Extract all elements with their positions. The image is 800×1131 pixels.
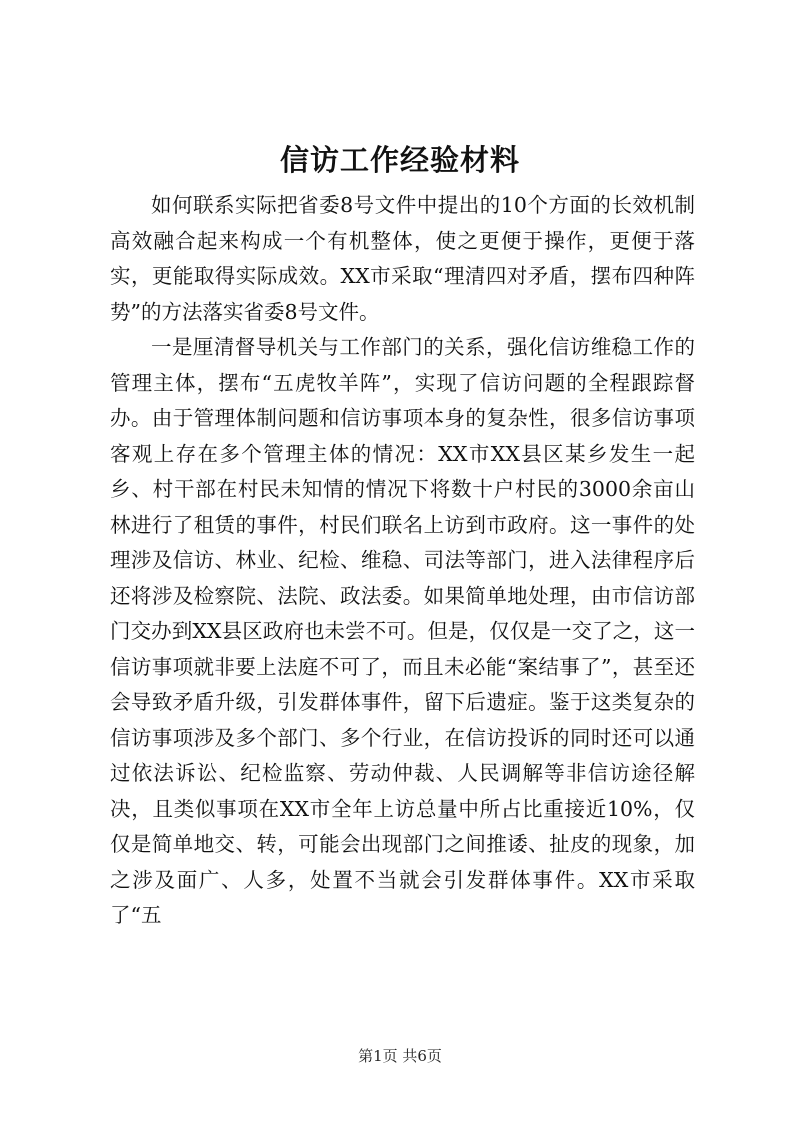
page-number-footer: 第1页 共6页 (358, 1047, 442, 1065)
paragraph-point-one: 一是厘清督导机关与工作部门的关系，强化信访维稳工作的管理主体，摆布“五虎牧羊阵”，实现了信访问题的全程跟踪督办。由于管理体制问题和信访事项本身的复杂性，很多信访事项客观上存在多个管理主体的情况：XX市XX县区某乡发生一起乡、村干部在村民未知情的情况下将数十户村民的3000余亩山林进行了租赁的事件，村民们联名上访到市政府。这一事件的处理涉及信访、林业、纪检、维稳、司法等部门，进入法律程序后还将涉及检察院、法院、政法委。如果简单地处理，由市信访部门交办到XX县区政府也未尝不可。但是，仅仅是一交了之，这一信访事项就非要上法庭不可了，而且未必能“案结事了”，甚至还会导致矛盾升级，引发群体事件，留下后遗症。鉴于这类复杂的信访事项涉及多个部门、多个行业，在信访投诉的同时还可以通过依法诉讼、纪检监察、劳动仲裁、人民调解等非信访途径解决，且类似事项在XX市全年上访总量中所占比重接近10%，仅仅是简单地交、转，可能会出现部门之间推诿、扯皮的现象，加之涉及面广、人多，处置不当就会引发群体事件。XX市采取了“五 (110, 335, 695, 927)
document-title: 信访工作经验材料 (279, 143, 520, 177)
paragraph-intro: 如何联系实际把省委8号文件中提出的10个方面的长效机制高效融合起来构成一个有机整体，使之更便于操作，更便于落实，更能取得实际成效。XX市采取“理清四对矛盾，摆布四种阵势”的方法落实省委8号文件。 (110, 193, 695, 324)
document-body (110, 188, 695, 934)
